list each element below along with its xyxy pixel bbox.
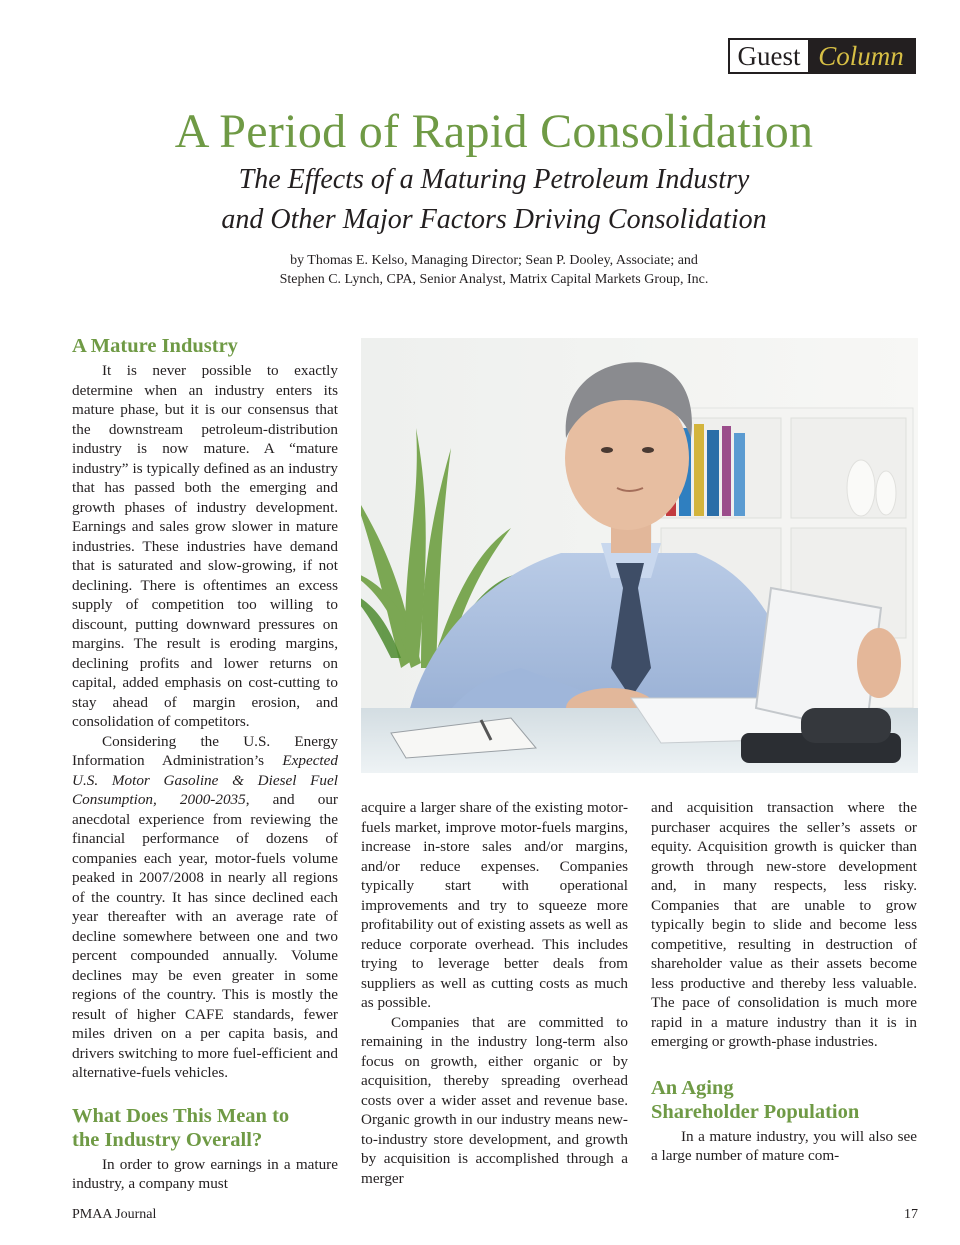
paragraph: and acquisition transaction where the purchaser acquires the seller’s assets or equity. Acquisition growth is quicker than growth through new-store development and, in many respects, less risky. Companies that are unable to grow typically begin to slide and become less competitive, resulting in destruction of shareholder value as their assets become less productive and thereby less valuable. The pace of consolidation is much more rapid in a mature industry than it is in emerging or growth-phase industries. [651,799,917,1050]
article-title: A Period of Rapid Consolidation [174,105,814,158]
text-column-3 [651,798,917,1166]
byline-line-1: by Thomas E. Kelso, Managing Director; Sean P. Dooley, Associate; and [290,253,698,268]
page-number: 17 [904,1207,918,1222]
section-heading-mature-industry: A Mature Industry [72,335,238,357]
paragraph: Considering the U.S. Energy Information Administration’s Expected U.S. Motor Gasoline & Diesel Fuel Consumption, 2000-2035, and our anecdotal experience from reviewing the financial performance of dozens of companies each year, motor-fuels volume peaked in 2007/2008 in nearly all regions of the country. It has since declined each year thereafter with an average rate of decline somewhere between one and two percent compounded annually. Volume declines may be even greater in some regions of the country. This is mostly the result of higher CAFE standards, fewer miles driven on a per capita basis, and drivers switching to more fuel-efficient and alternative-fuels vehicles. [72,732,338,1081]
section-heading-aging-shareholder: An Aging Shareholder Population [651,1076,860,1123]
journal-name: PMAA Journal [72,1207,157,1222]
paragraph: It is never possible to exactly determine when an industry enters its mature phase, but it is our consensus that the downstream petroleum-distribution industry is now mature. A “mature industry” is typically defined as an industry that has passed both the emerging and growth phases of industry development. Earnings and sales grow slower in mature industries. These industries have demand that is saturated and slow-growing, if not declining. There is oftentimes an excess supply of competition too willing to discount, putting downward pressures on margins. The result is eroding margins, declining profits and lower returns on capital, added emphasis on cost-cutting to stay ahead of margin erosion, and consolidation of competitors. [72,362,338,730]
section-heading-what-does-this-mean: What Does This Mean to the Industry Overall? [72,1104,290,1151]
paragraph: acquire a larger share of the existing motor-fuels market, improve motor-fuels margins, increase in-store sales and/or margins, and/or reduce expenses. Companies typically start with operational improvements and try to squeeze more profitability out of existing assets as well as reduce corporate overhead. This includes trying to leverage better deals from suppliers as well as cutting costs as much as possible. [361,799,628,1011]
paragraph: In order to grow earnings in a mature industry, a company must [72,1155,338,1192]
businessman-laptop-illustration [361,338,918,773]
text-column-2 [361,798,628,1188]
article-subtitle-line-2: and Other Major Factors Driving Consolidation [221,204,767,235]
guest-column-badge [728,38,916,74]
article-subtitle-line-1: The Effects of a Maturing Petroleum Industry [238,164,750,195]
text-column-1 [72,334,338,1194]
badge-guest-label: Guest [730,40,808,72]
paragraph: In a mature industry, you will also see a large number of mature com- [651,1127,917,1164]
badge-column-label: Column [808,40,914,72]
article-photo [361,338,918,773]
byline-line-2: Stephen C. Lynch, CPA, Senior Analyst, Matrix Capital Markets Group, Inc. [279,272,709,287]
paragraph: Companies that are committed to remaining in the industry long-term also focus on growth, either organic or by acquisition, thereby spreading overhead costs over a wider asset and revenue base. Organic growth in our industry means new-to-industry store development, and growth by acquisition is accomplished through a merger [361,1013,628,1187]
